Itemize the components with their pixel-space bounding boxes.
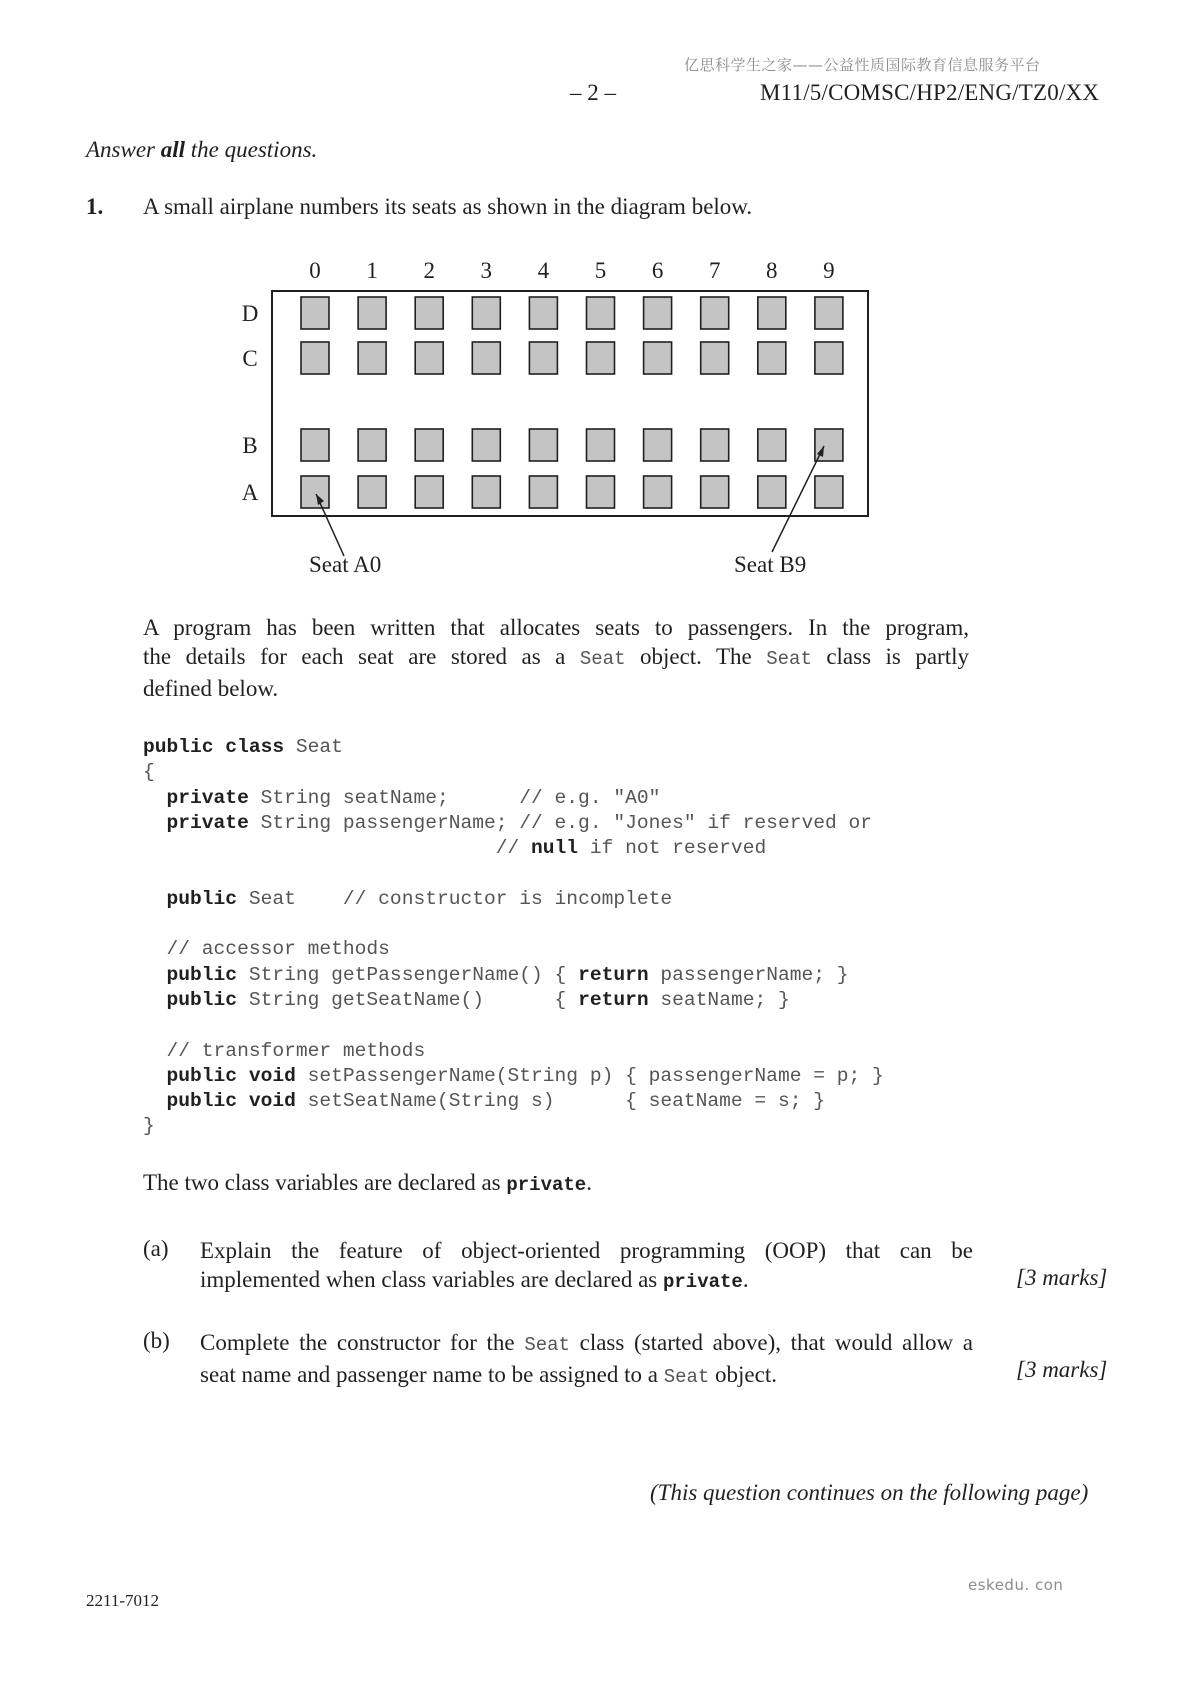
column-label-2: 2 (423, 258, 435, 283)
column-label-9: 9 (823, 258, 835, 283)
footer-watermark: eskedu. con (968, 1576, 1064, 1594)
seat-B2 (415, 429, 443, 461)
callout-seat-a0: Seat A0 (309, 552, 382, 577)
part-b-text: Complete the constructor for the Seat class (started above), that would allow a seat name and passenger name to be assigned to a Seat object. (200, 1330, 974, 1388)
row-labels (242, 301, 259, 505)
seat-D3 (472, 297, 500, 329)
row-label-B: B (242, 433, 258, 458)
part-b-marks: [3 marks] (1016, 1357, 1108, 1382)
seat-D7 (701, 297, 729, 329)
callout-seat-b9: Seat B9 (734, 552, 807, 577)
seat-C5 (587, 342, 615, 374)
seat-C9 (815, 342, 843, 374)
part-a-marks: [3 marks] (1016, 1265, 1108, 1290)
seat-grid (301, 297, 843, 508)
continues-note: (This question continues on the following page) (650, 1480, 1089, 1505)
column-label-5: 5 (594, 258, 607, 283)
para-line-3: defined below. (143, 676, 279, 701)
para-line-2: the details for each seat are stored as a Seat object. The Seat class is partly (143, 644, 969, 670)
intro-paragraph (143, 613, 969, 703)
column-label-4: 4 (537, 258, 550, 283)
seat-D4 (529, 297, 557, 329)
question-number: 1. (86, 194, 104, 219)
column-label-1: 1 (366, 258, 378, 283)
column-labels (309, 258, 834, 283)
seat-D0 (301, 297, 329, 329)
seat-C6 (644, 342, 672, 374)
seat-A9 (815, 476, 843, 508)
footer-code: 2211-7012 (86, 1591, 160, 1610)
column-label-8: 8 (766, 258, 778, 283)
seat-D1 (358, 297, 386, 329)
seat-B5 (587, 429, 615, 461)
seat-B8 (758, 429, 786, 461)
page-number: – 2 – (570, 80, 616, 105)
column-label-7: 7 (708, 258, 721, 283)
code-seat: Seat (579, 648, 626, 670)
column-label-0: 0 (309, 258, 321, 283)
row-label-D: D (241, 301, 259, 326)
seat-A1 (358, 476, 386, 508)
seat-B0 (301, 429, 329, 461)
part-b-label: (b) (143, 1328, 170, 1353)
seat-C7 (701, 342, 729, 374)
seat-C1 (358, 342, 386, 374)
seat-A3 (472, 476, 500, 508)
private-statement: The two class variables are declared as private. (143, 1170, 592, 1196)
part-a-text: Explain the feature of object-oriented programming (OOP) that can be implemented when class variables are declared as private. (200, 1238, 973, 1293)
seat-A0 (301, 476, 329, 508)
seat-A8 (758, 476, 786, 508)
seat-class-code: public class Seat { private String seatName; // e.g. "A0" private String passengerName; // e.g. "Jones" if reserved or // null if not reserved public Seat // constructor is incomplete // accessor methods public String getPassengerName() { return passengerName; } public String getSeatName() { return seatName; } // transformer methods public void setPassengerName(String p) { passengerName = p; } public void setSeatName(String s) { seatName = s; } } (143, 736, 884, 1138)
column-label-6: 6 (651, 258, 664, 283)
seat-A4 (529, 476, 557, 508)
code-seat: Seat (766, 648, 812, 670)
code-private: private (506, 1174, 587, 1196)
seat-A2 (415, 476, 443, 508)
seat-C3 (472, 342, 500, 374)
seat-A6 (644, 476, 672, 508)
seat-A5 (587, 476, 615, 508)
question-intro: A small airplane numbers its seats as shown in the diagram below. (143, 194, 753, 219)
seat-C2 (415, 342, 443, 374)
column-label-3: 3 (480, 258, 493, 283)
seat-B1 (358, 429, 386, 461)
seat-D8 (758, 297, 786, 329)
row-label-A: A (241, 480, 259, 505)
seat-D5 (587, 297, 615, 329)
instruction-prefix: Answer (86, 137, 161, 162)
instruction-emphasis: all (160, 137, 186, 162)
paper-code: M11/5/COMSC/HP2/ENG/TZ0/XX (760, 80, 1100, 105)
seat-B4 (529, 429, 557, 461)
seat-C0 (301, 342, 329, 374)
seat-D9 (815, 297, 843, 329)
seat-A7 (701, 476, 729, 508)
seat-B3 (472, 429, 500, 461)
row-label-C: C (242, 346, 258, 371)
code-seat: Seat (524, 1334, 570, 1356)
instruction-suffix: the questions. (185, 137, 318, 162)
code-private: private (663, 1271, 743, 1293)
seat-C4 (529, 342, 557, 374)
header-watermark: 亿思科学生之家——公益性质国际教育信息服务平台 (684, 56, 1041, 74)
code-seat: Seat (663, 1366, 710, 1388)
seat-diagram (0, 0, 1191, 600)
para-line-1: A program has been written that allocates seats to passengers. In the program, (143, 615, 969, 640)
seat-B6 (644, 429, 672, 461)
seat-C8 (758, 342, 786, 374)
seat-D6 (644, 297, 672, 329)
part-a-label: (a) (143, 1236, 169, 1261)
seat-D2 (415, 297, 443, 329)
seat-B7 (701, 429, 729, 461)
